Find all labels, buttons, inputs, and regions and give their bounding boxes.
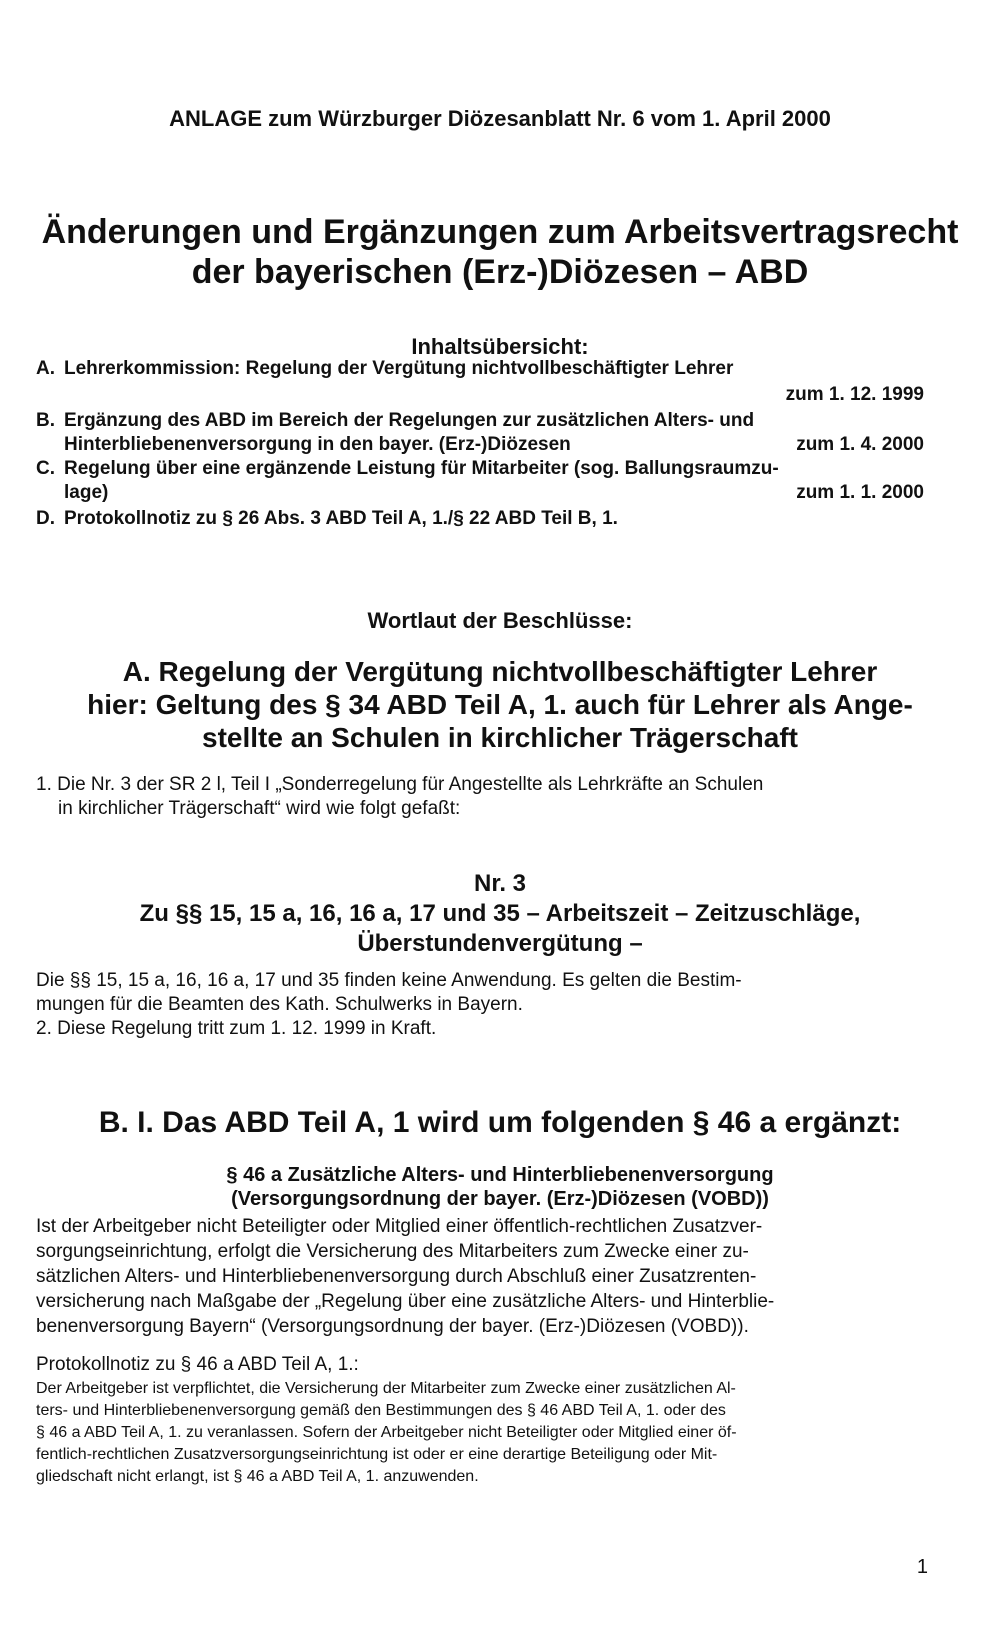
toc-text-cont: Hinterbliebenenversorgung in den bayer. (Erz-)Diözesen (64, 434, 571, 455)
section-b-para-line: sätzlichen Alters- und Hinterbliebenenversorgung durch Abschluß einer Zusatzrenten- (36, 1266, 757, 1287)
toc-date: zum 1. 12. 1999 (785, 384, 924, 405)
section-a-para2-line: 2. Diese Regelung tritt zum 1. 12. 1999 in Kraft. (36, 1018, 437, 1039)
paragraph-46a-heading (0, 1163, 1000, 1211)
nr3-heading (0, 869, 1000, 959)
document-title (0, 212, 1000, 292)
document-header: ANLAGE zum Würzburger Diözesanblatt Nr. 6 vom 1. April 2000 (169, 106, 831, 131)
section-a-title-line: stellte an Schulen in kirchlicher Trägerschaft (202, 722, 798, 753)
protocol-note-line: fentlich-rechtlichen Zusatzversorgungseinrichtung ist oder er eine derartige Beteiligung oder Mit- (36, 1446, 718, 1463)
section-b-para-line: versicherung nach Maßgabe der „Regelung über eine zusätzliche Alters- und Hinterblie- (36, 1291, 775, 1312)
toc-letter: A. (36, 358, 55, 379)
nr3-heading-line: Nr. 3 (473, 870, 527, 897)
title-line-1: Änderungen und Ergänzungen zum Arbeitsvertragsrecht (41, 213, 959, 251)
section-a-para2-line: mungen für die Beamten des Kath. Schulwerks in Bayern. (36, 994, 523, 1015)
nr3-heading-line: Zu §§ 15, 15 a, 16, 16 a, 17 und 35 – Arbeitszeit – Zeitzuschläge, (139, 900, 861, 927)
section-a-para1-line: in kirchlicher Trägerschaft“ wird wie folgt gefaßt: (58, 798, 461, 819)
section-a-para1-line: 1. Die Nr. 3 der SR 2 l, Teil I „Sonderregelung für Angestellte als Lehrkräfte an Schulen (36, 774, 764, 795)
toc-text-cont: lage) (64, 482, 109, 503)
resolutions-heading: Wortlaut der Beschlüsse: (367, 608, 633, 633)
paragraph-46a-heading-line: (Versorgungsordnung der bayer. (Erz-)Diözesen (VOBD)) (231, 1188, 769, 1210)
toc-text: Protokollnotiz zu § 26 Abs. 3 ABD Teil A, 1./§ 22 ABD Teil B, 1. (64, 508, 618, 529)
section-b-para-line: sorgungseinrichtung, erfolgt die Versicherung des Mitarbeiters zum Zwecke einer zu- (36, 1241, 749, 1262)
section-a-title (0, 655, 1000, 754)
section-b-title: B. I. Das ABD Teil A, 1 wird um folgenden § 46 a ergänzt: (98, 1106, 902, 1139)
protocol-note-line: ters- und Hinterbliebenenversorgung gemäß den Bestimmungen des § 46 ABD Teil A, 1. oder des (36, 1402, 726, 1419)
toc-date: zum 1. 4. 2000 (796, 434, 924, 455)
toc-date: zum 1. 1. 2000 (796, 482, 924, 503)
section-b-para-line: benenversorgung Bayern“ (Versorgungsordnung der bayer. (Erz-)Diözesen (VOBD)). (36, 1316, 749, 1337)
paragraph-46a-heading-line: § 46 a Zusätzliche Alters- und Hinterbliebenenversorgung (226, 1164, 774, 1186)
toc-letter: D. (36, 508, 55, 529)
title-line-2: der bayerischen (Erz-)Diözesen – ABD (191, 253, 809, 291)
toc-heading: Inhaltsübersicht: (411, 334, 589, 359)
protocol-note-line: gliedschaft nicht erlangt, ist § 46 a ABD Teil A, 1. anzuwenden. (36, 1468, 479, 1485)
protocol-note-line: Der Arbeitgeber ist verpflichtet, die Versicherung der Mitarbeiter zum Zwecke einer zusätzlichen Al- (36, 1380, 736, 1397)
protocol-note-line: § 46 a ABD Teil A, 1. zu veranlassen. Sofern der Arbeitgeber nicht Beteiligter oder Mitglied einer öf- (36, 1424, 737, 1441)
nr3-heading-line: Überstundenvergütung – (357, 930, 643, 957)
section-b-para-line: Ist der Arbeitgeber nicht Beteiligter oder Mitglied einer öffentlich-rechtlichen Zusatzver- (36, 1216, 763, 1237)
toc-letter: C. (36, 458, 55, 479)
protocol-note-heading: Protokollnotiz zu § 46 a ABD Teil A, 1.: (36, 1354, 359, 1375)
toc-text: Ergänzung des ABD im Bereich der Regelungen zur zusätzlichen Alters- und (64, 410, 755, 431)
toc-text: Regelung über eine ergänzende Leistung für Mitarbeiter (sog. Ballungsraumzu- (64, 458, 779, 479)
section-a-title-line: A. Regelung der Vergütung nichtvollbeschäftigter Lehrer (122, 656, 878, 687)
page-number: 1 (916, 1556, 928, 1578)
toc-letter: B. (36, 410, 55, 431)
section-a-title-line: hier: Geltung des § 34 ABD Teil A, 1. auch für Lehrer als Ange- (87, 689, 913, 720)
toc-text: Lehrerkommission: Regelung der Vergütung nichtvollbeschäftigter Lehrer (64, 358, 734, 379)
section-a-para2-line: Die §§ 15, 15 a, 16, 16 a, 17 und 35 finden keine Anwendung. Es gelten die Bestim- (36, 970, 742, 991)
